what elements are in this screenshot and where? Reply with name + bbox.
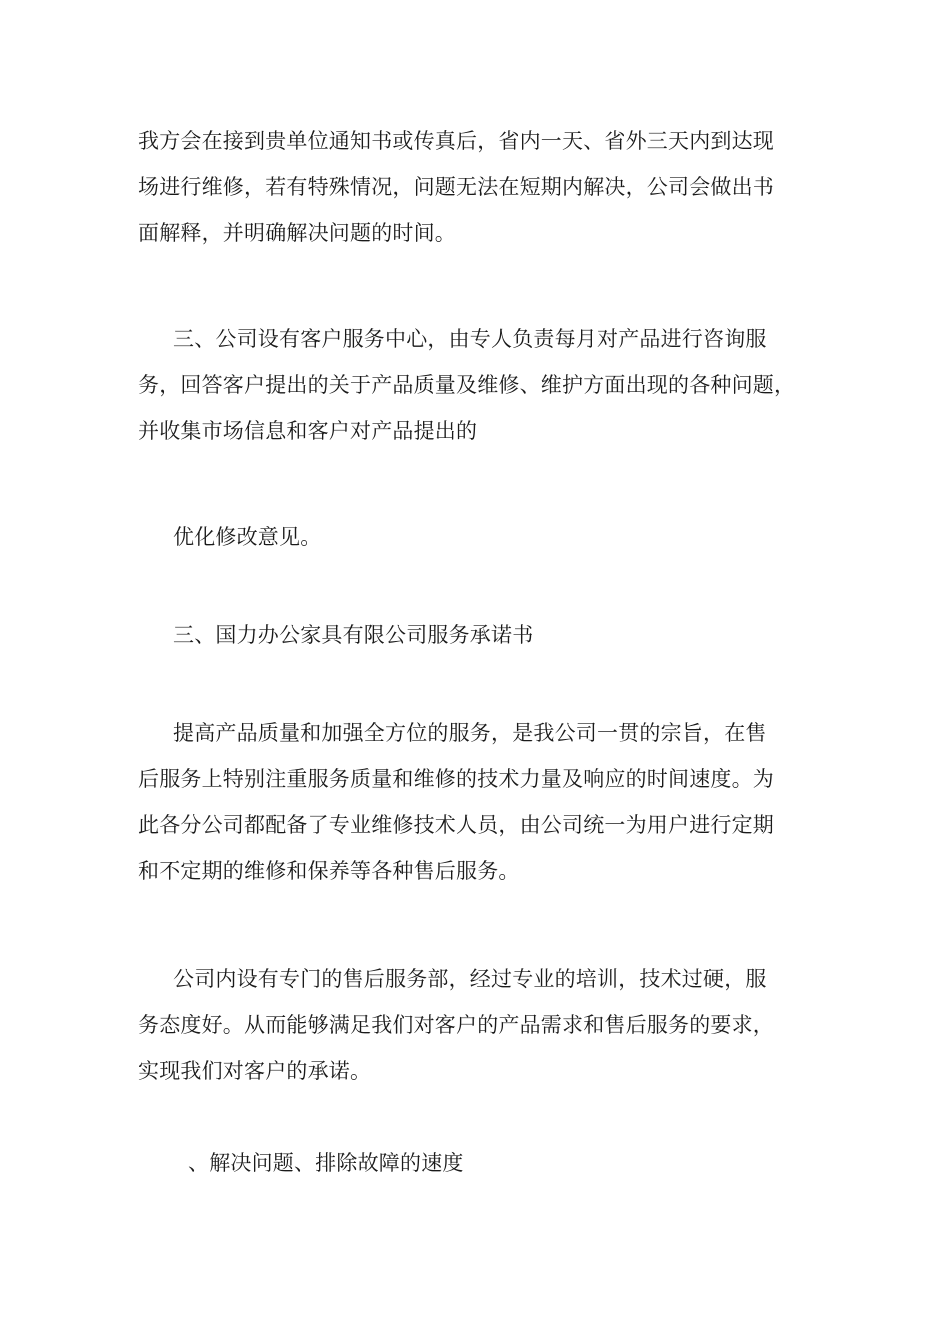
paragraph-line: 公司内设有专门的售后服务部，经过专业的培训，技术过硬，服 <box>173 967 767 991</box>
paragraph-line: 和不定期的维修和保养等各种售后服务。 <box>138 859 520 883</box>
paragraph-line: 此各分公司都配备了专业维修技术人员，由公司统一为用户进行定期 <box>138 813 774 837</box>
paragraph-line: 并收集市场信息和客户对产品提出的 <box>138 419 478 443</box>
section-heading-service-commitment <box>138 612 828 658</box>
paragraph-line: 三、公司设有客户服务中心，由专人负责每月对产品进行咨询服 <box>173 327 767 351</box>
paragraph-line: 面解释，并明确解决问题的时间。 <box>138 221 456 245</box>
paragraph-line: 提高产品质量和加强全方位的服务，是我公司一贯的宗旨，在售 <box>173 721 767 745</box>
paragraph-after-sales-department <box>138 956 828 1094</box>
paragraph-customer-service-center <box>138 316 828 454</box>
paragraph-line: 后服务上特别注重服务质量和维修的技术力量及响应的时间速度。为 <box>138 767 774 791</box>
paragraph-optimization <box>138 514 828 560</box>
paragraph-line: 三、国力办公家具有限公司服务承诺书 <box>173 623 534 647</box>
paragraph-line: 实现我们对客户的承诺。 <box>138 1059 372 1083</box>
paragraph-line: 我方会在接到贵单位通知书或传真后，省内一天、省外三天内到达现 <box>138 129 774 153</box>
paragraph-line: 场进行维修，若有特殊情况，问题无法在短期内解决，公司会做出书 <box>138 175 774 199</box>
paragraph-line: 、解决问题、排除故障的速度 <box>188 1151 464 1175</box>
paragraph-line: 优化修改意见。 <box>173 525 322 549</box>
paragraph-line: 务，回答客户提出的关于产品质量及维修、维护方面出现的各种问题， <box>138 373 796 397</box>
section-heading-troubleshooting-speed <box>138 1140 828 1186</box>
paragraph-onsite-repair <box>138 118 828 256</box>
paragraph-after-sales-purpose <box>138 710 828 894</box>
paragraph-line: 务态度好。从而能够满足我们对客户的产品需求和售后服务的要求， <box>138 1013 774 1037</box>
